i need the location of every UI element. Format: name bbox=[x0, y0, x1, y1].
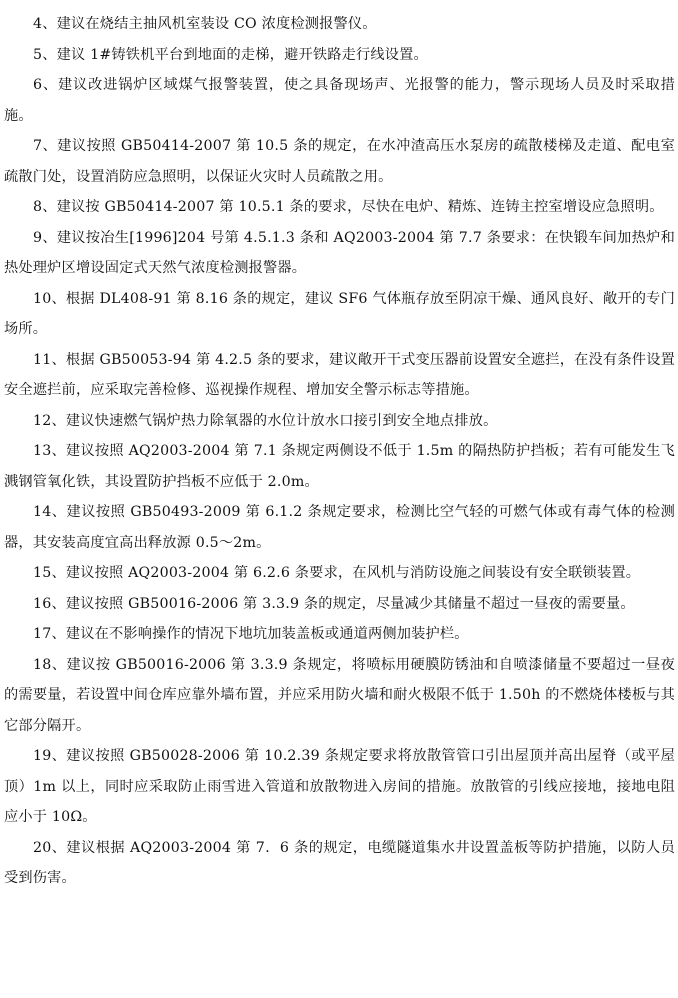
recommendation-item-11: 11、根据 GB50053-94 第 4.2.5 条的要求，建议敞开干式变压器前设置安全遮拦，在没有条件设置安全遮拦前，应采取完善检修、巡视操作规程、增加安全警示标志等措施。 bbox=[4, 351, 675, 398]
recommendation-item-19: 19、建议按照 GB50028-2006 第 10.2.39 条规定要求将放散管管口引出屋顶并高出屋脊（或平屋顶）1m 以上，同时应采取防止雨雪进入管道和放散物进入房间的措施。放散管的引线应接地，接地电阻应小于 10Ω。 bbox=[4, 748, 675, 825]
recommendation-item-13: 13、建议按照 AQ2003-2004 第 7.1 条规定两侧设不低于 1.5m 的隔热防护挡板；若有可能发生飞溅钢管氧化铁，其设置防护挡板不应低于 2.0m。 bbox=[4, 443, 675, 490]
recommendation-item-15: 15、建议按照 AQ2003-2004 第 6.2.6 条要求，在风机与消防设施之间装设有安全联锁装置。 bbox=[33, 565, 641, 581]
recommendation-item-12: 12、建议快速燃气锅炉热力除氧器的水位计放水口接引到安全地点排放。 bbox=[33, 412, 498, 429]
recommendation-item-4: 4、建议在烧结主抽风机室装设 CO 浓度检测报警仪。 bbox=[33, 16, 377, 32]
recommendation-item-8: 8、建议按 GB50414-2007 第 10.5.1 条的要求，尽快在电炉、精炼、连铸主控室增设应急照明。 bbox=[33, 199, 664, 215]
recommendation-item-16: 16、建议按照 GB50016-2006 第 3.3.9 条的规定，尽量减少其储量不超过一昼夜的需要量。 bbox=[33, 595, 635, 612]
recommendation-item-17: 17、建议在不影响操作的情况下地坑加装盖板或通道两侧加装护栏。 bbox=[33, 626, 469, 642]
recommendation-item-14: 14、建议按照 GB50493-2009 第 6.1.2 条规定要求，检测比空气轻的可燃气体或有毒气体的检测器，其安装高度宜高出释放源 0.5～2m。 bbox=[4, 504, 675, 551]
recommendation-item-9: 9、建议按冶生[1996]204 号第 4.5.1.3 条和 AQ2003-2004 第 7.7 条要求：在快锻车间加热炉和热处理炉区增设固定式天然气浓度检测报警器。 bbox=[4, 229, 675, 276]
recommendation-item-18: 18、建议按 GB50016-2006 第 3.3.9 条规定，将喷标用硬膜防锈油和自喷漆储量不要超过一昼夜的需要量，若设置中间仓库应靠外墙布置，并应采用防火墙和耐火极限不低于 1.50h 的不燃烧体楼板与其它部分隔开。 bbox=[4, 656, 675, 734]
recommendation-item-5: 5、建议 1#铸铁机平台到地面的走梯，避开铁路走行线设置。 bbox=[33, 46, 428, 63]
recommendation-item-6: 6、建议改进锅炉区域煤气报警装置，使之具备现场声、光报警的能力，警示现场人员及时采取措施。 bbox=[4, 77, 675, 124]
recommendation-item-7: 7、建议按照 GB50414-2007 第 10.5 条的规定，在水冲渣高压水泵房的疏散楼梯及走道、配电室疏散门处，设置消防应急照明，以保证火灾时人员疏散之用。 bbox=[4, 138, 675, 185]
recommendation-item-20: 20、建议根据 AQ2003-2004 第 7．6 条的规定，电缆隧道集水井设置盖板等防护措施，以防人员受到伤害。 bbox=[4, 839, 675, 886]
recommendation-item-10: 10、根据 DL408-91 第 8.16 条的规定，建议 SF6 气体瓶存放至阴凉干燥、通风良好、敞开的专门场所。 bbox=[4, 290, 675, 337]
